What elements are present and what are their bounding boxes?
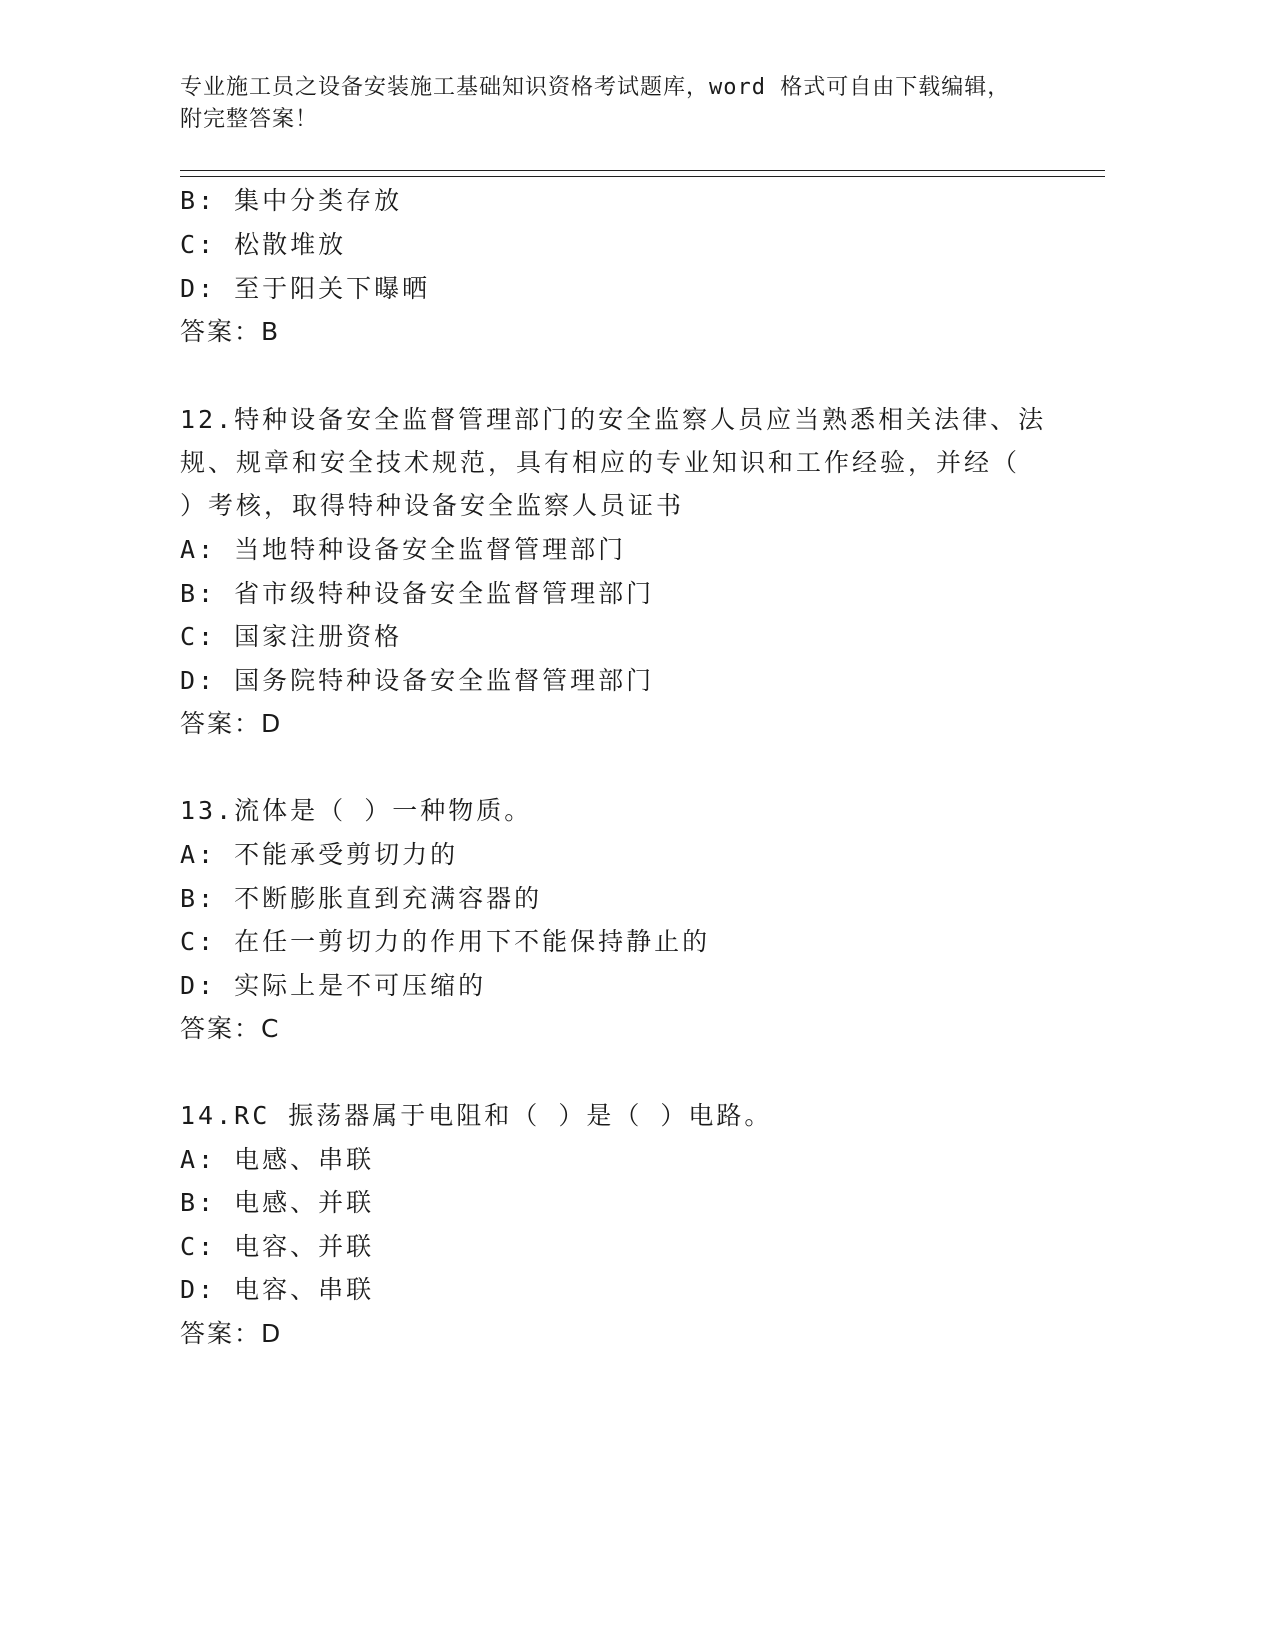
q14-option-b: B: 电感、并联 [180, 1188, 375, 1217]
q12-option-b: B: 省市级特种设备安全监督管理部门 [180, 579, 655, 608]
q12-stem-line-3: ）考核，取得特种设备安全监察人员证书 [180, 491, 685, 520]
q14-answer: 答案：D [180, 1319, 283, 1348]
q12-answer: 答案：D [180, 709, 283, 738]
q12-stem-line-1: 12.特种设备安全监督管理部门的安全监察人员应当熟悉相关法律、法 [180, 405, 1047, 434]
q14-option-d: D: 电容、串联 [180, 1275, 375, 1304]
header-line-1: 专业施工员之设备安装施工基础知识资格考试题库，word 格式可自由下载编辑， [180, 75, 1011, 100]
q13-option-a: A: 不能承受剪切力的 [180, 840, 459, 869]
q12-option-a: A: 当地特种设备安全监督管理部门 [180, 535, 627, 564]
q12-option-d: D: 国务院特种设备安全监督管理部门 [180, 666, 655, 695]
q11-answer: 答案：B [180, 317, 281, 346]
q11-option-d: D: 至于阳关下曝晒 [180, 274, 431, 303]
q13-option-c: C: 在任一剪切力的作用下不能保持静止的 [180, 927, 711, 956]
q13-option-b: B: 不断膨胀直到充满容器的 [180, 884, 543, 913]
q14-option-c: C: 电容、并联 [180, 1232, 375, 1261]
header-line-2: 附完整答案！ [180, 107, 319, 132]
q12-stem-line-2: 规、规章和安全技术规范，具有相应的专业知识和工作经验，并经（ [180, 448, 1021, 477]
q14-option-a: A: 电感、串联 [180, 1145, 375, 1174]
q13-option-d: D: 实际上是不可压缩的 [180, 971, 487, 1000]
header-divider [180, 170, 1105, 171]
header-divider-secondary [180, 176, 1105, 177]
q13-stem-line-1: 13.流体是（ ）一种物质。 [180, 796, 533, 825]
q14-stem-line-1: 14.RC 振荡器属于电阻和（ ）是（ ）电路。 [180, 1101, 773, 1130]
q11-option-c: C: 松散堆放 [180, 230, 347, 259]
q11-option-b: B: 集中分类存放 [180, 186, 403, 215]
q12-option-c: C: 国家注册资格 [180, 622, 403, 651]
q13-answer: 答案：C [180, 1014, 281, 1043]
document-header [180, 72, 1060, 136]
